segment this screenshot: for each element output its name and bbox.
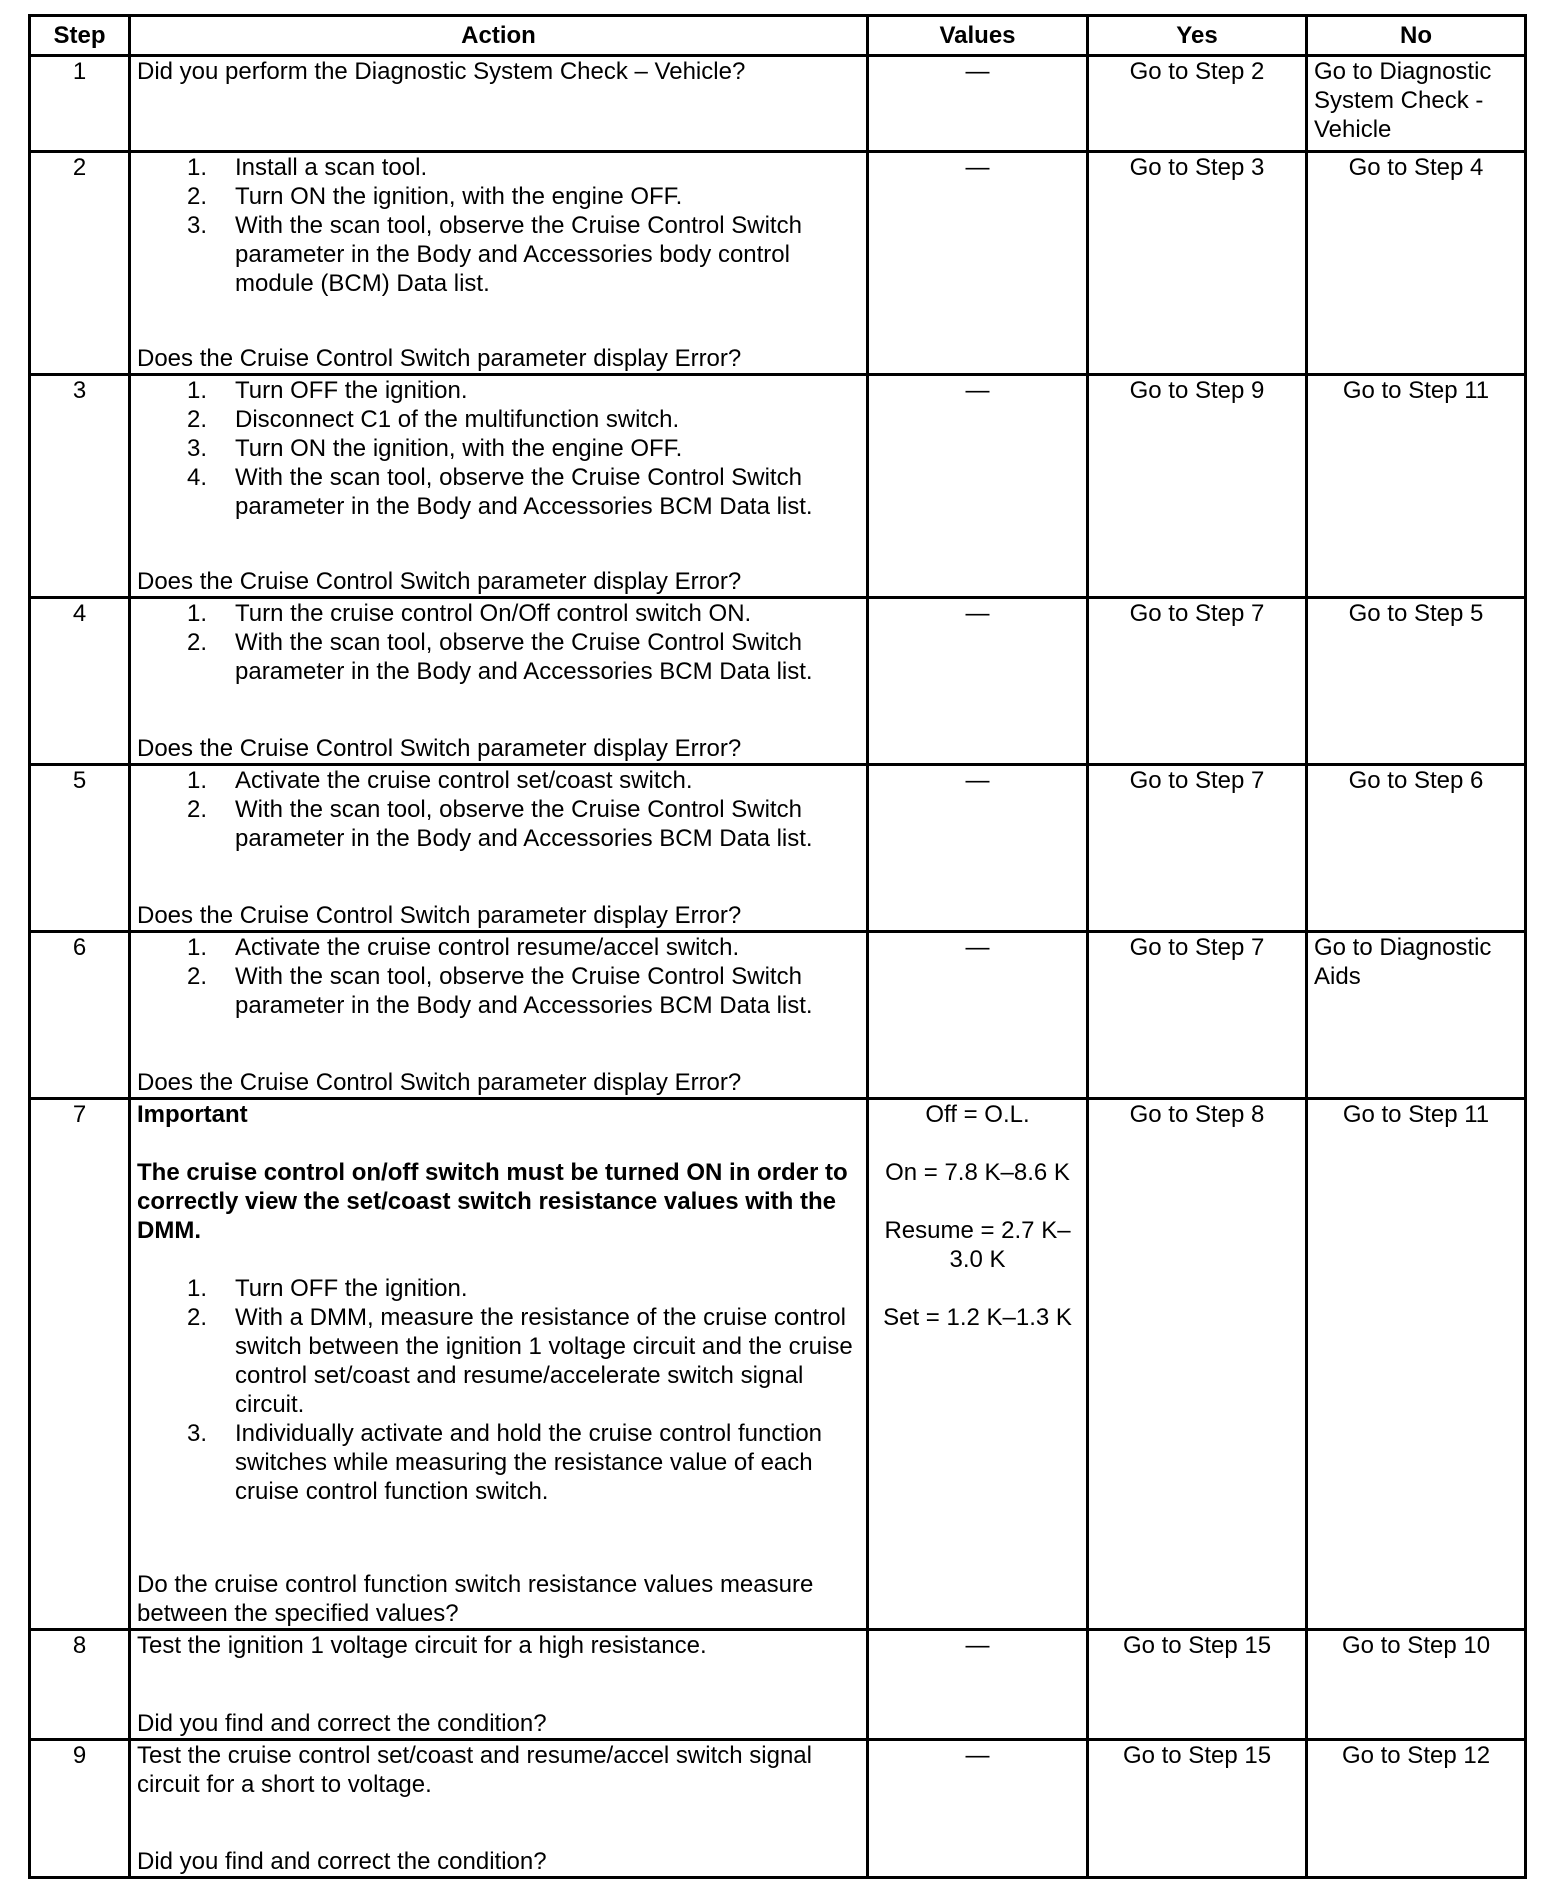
- action-steps: [137, 153, 860, 298]
- list-item: 1. Turn the cruise control On/Off control switch ON.: [187, 600, 752, 627]
- values-cell: —: [868, 1630, 1088, 1740]
- important-note: The cruise control on/off switch must be turned ON in order to correctly view the set/coast switch resistance values with the DMM.: [137, 1159, 848, 1244]
- list-item: 2. With the scan tool, observe the Cruise Control Switch parameter in the Body and Accessories BCM Data list.: [187, 629, 813, 685]
- no-cell: Go to Step 5: [1307, 598, 1526, 765]
- list-item: 1. Turn OFF the ignition.: [187, 1275, 468, 1302]
- action-cell: [130, 1740, 868, 1878]
- list-item: 1. Activate the cruise control set/coast switch.: [187, 767, 693, 794]
- list-item: 1. Turn OFF the ignition.: [187, 377, 468, 404]
- action-question: Does the Cruise Control Switch parameter display Error?: [137, 902, 742, 929]
- yes-cell: Go to Step 15: [1088, 1740, 1307, 1878]
- yes-cell: Go to Step 3: [1088, 152, 1307, 375]
- action-question: Does the Cruise Control Switch parameter display Error?: [137, 735, 742, 762]
- table-row: [30, 1630, 1526, 1740]
- action-text: Did you perform the Diagnostic System Check – Vehicle?: [137, 58, 746, 85]
- table-row: [30, 932, 1526, 1099]
- step-number: 4: [30, 598, 130, 765]
- header-values: Values: [868, 16, 1088, 56]
- table-row: [30, 1740, 1526, 1878]
- list-item: 2. Turn ON the ignition, with the engine OFF.: [187, 183, 683, 210]
- step-number: 5: [30, 765, 130, 932]
- yes-cell: Go to Step 7: [1088, 932, 1307, 1099]
- list-item: 2. With the scan tool, observe the Cruise Control Switch parameter in the Body and Accessories BCM Data list.: [187, 963, 813, 1019]
- action-cell: [130, 932, 868, 1099]
- action-question: Does the Cruise Control Switch parameter display Error?: [137, 568, 742, 595]
- values-cell: —: [868, 152, 1088, 375]
- list-item: 2. With a DMM, measure the resistance of the cruise control switch between the ignition 1 voltage circuit and the cruise control set/coast and resume/accelerate switch signal circuit.: [187, 1304, 853, 1418]
- step-number: 3: [30, 375, 130, 598]
- step-number: 2: [30, 152, 130, 375]
- action-question: Does the Cruise Control Switch parameter display Error?: [137, 1069, 742, 1096]
- step-number: 7: [30, 1099, 130, 1630]
- values-cell: —: [868, 375, 1088, 598]
- list-item: 3. Turn ON the ignition, with the engine OFF.: [187, 435, 683, 462]
- table-row: [30, 1099, 1526, 1630]
- table-row: [30, 765, 1526, 932]
- list-item: 3. Individually activate and hold the cruise control function switches while measuring the resistance value of each cruise control function switch.: [187, 1420, 823, 1505]
- no-cell: Go to Step 10: [1307, 1630, 1526, 1740]
- values-cell: —: [868, 1740, 1088, 1878]
- no-cell: Go to Step 11: [1307, 1099, 1526, 1630]
- action-cell: [130, 765, 868, 932]
- list-item: 3. With the scan tool, observe the Cruise Control Switch parameter in the Body and Accessories body control module (BCM) Data list.: [187, 212, 802, 297]
- no-cell: Go to Step 11: [1307, 375, 1526, 598]
- no-cell: Go to Diagnostic Aids: [1307, 932, 1526, 1099]
- no-cell: Go to Step 12: [1307, 1740, 1526, 1878]
- step-number: 8: [30, 1630, 130, 1740]
- values-cell: —: [868, 932, 1088, 1099]
- table-row: [30, 598, 1526, 765]
- header-row: [30, 16, 1526, 56]
- action-steps: [137, 1274, 860, 1506]
- action-question: Do the cruise control function switch resistance values measure between the specified values?: [137, 1571, 814, 1627]
- action-cell: [130, 56, 868, 152]
- header-no: No: [1307, 16, 1526, 56]
- no-cell: Go to Step 4: [1307, 152, 1526, 375]
- action-steps: [137, 599, 860, 686]
- value-off: Off = O.L.: [925, 1101, 1030, 1128]
- no-cell: Go to Step 6: [1307, 765, 1526, 932]
- action-question: Does the Cruise Control Switch parameter display Error?: [137, 345, 742, 372]
- header-action: Action: [130, 16, 868, 56]
- diagnostic-table: [28, 14, 1527, 1879]
- action-steps: [137, 376, 860, 521]
- action-cell: [130, 1630, 868, 1740]
- value-on: On = 7.8 K–8.6 K: [885, 1159, 1070, 1186]
- values-cell: [868, 1099, 1088, 1630]
- list-item: 2. With the scan tool, observe the Cruise Control Switch parameter in the Body and Accessories BCM Data list.: [187, 796, 813, 852]
- action-text: Test the cruise control set/coast and resume/accel switch signal circuit for a short to voltage.: [137, 1742, 812, 1798]
- yes-cell: Go to Step 7: [1088, 765, 1307, 932]
- action-cell: [130, 1099, 868, 1630]
- action-cell: [130, 375, 868, 598]
- action-text: Test the ignition 1 voltage circuit for a high resistance.: [137, 1632, 707, 1659]
- values-cell: —: [868, 598, 1088, 765]
- yes-cell: Go to Step 2: [1088, 56, 1307, 152]
- list-item: 4. With the scan tool, observe the Cruise Control Switch parameter in the Body and Accessories BCM Data list.: [187, 464, 813, 520]
- action-cell: [130, 152, 868, 375]
- step-number: 9: [30, 1740, 130, 1878]
- list-item: 1. Install a scan tool.: [187, 154, 428, 181]
- step-number: 1: [30, 56, 130, 152]
- yes-cell: Go to Step 15: [1088, 1630, 1307, 1740]
- values-cell: —: [868, 765, 1088, 932]
- action-question: Did you find and correct the condition?: [137, 1848, 547, 1875]
- header-yes: Yes: [1088, 16, 1307, 56]
- list-item: 2. Disconnect C1 of the multifunction switch.: [187, 406, 680, 433]
- action-steps: [137, 766, 860, 853]
- step-number: 6: [30, 932, 130, 1099]
- important-heading: Important: [137, 1101, 248, 1128]
- action-steps: [137, 933, 860, 1020]
- table-row: [30, 152, 1526, 375]
- yes-cell: Go to Step 8: [1088, 1099, 1307, 1630]
- yes-cell: Go to Step 9: [1088, 375, 1307, 598]
- value-resume: Resume = 2.7 K–3.0 K: [884, 1217, 1071, 1273]
- action-question: Did you find and correct the condition?: [137, 1710, 547, 1737]
- yes-cell: Go to Step 7: [1088, 598, 1307, 765]
- action-cell: [130, 598, 868, 765]
- table-row: [30, 56, 1526, 152]
- table-row: [30, 375, 1526, 598]
- values-cell: —: [868, 56, 1088, 152]
- no-cell: Go to Diagnostic System Check - Vehicle: [1307, 56, 1526, 152]
- list-item: 1. Activate the cruise control resume/accel switch.: [187, 934, 740, 961]
- value-set: Set = 1.2 K–1.3 K: [883, 1304, 1072, 1331]
- header-step: Step: [30, 16, 130, 56]
